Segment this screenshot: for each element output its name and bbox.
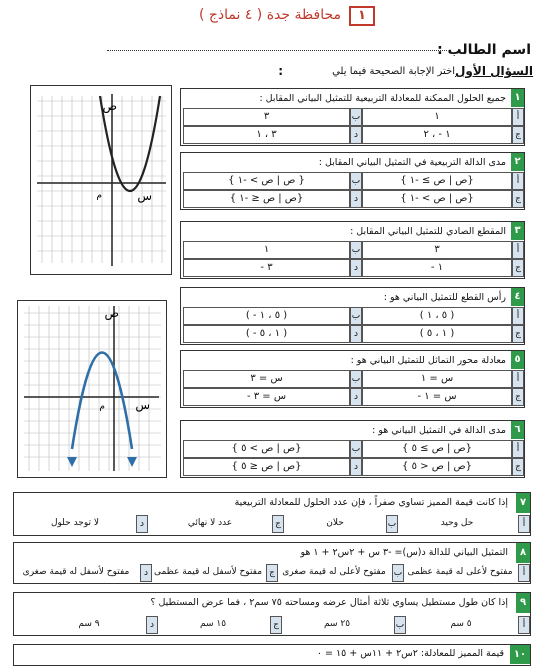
option-c[interactable]: ( ١ ، ٥ ): [362, 325, 512, 343]
option-c[interactable]: {ص | ص < ٥ }: [362, 458, 512, 476]
question-7-text: إذا كانت قيمة المميز تساوي صفراً ، فإن عدد الحلول للمعادلة التربيعية: [234, 497, 508, 508]
question-number: ٢: [511, 153, 524, 171]
q7-option-b[interactable]: حلان: [326, 518, 344, 528]
question-number: ٣: [511, 222, 524, 240]
question-text: مدى الدالة في التمثيل البياني هو :: [372, 425, 506, 436]
option-b[interactable]: س = ٣: [183, 370, 350, 388]
option-letter: د: [350, 126, 362, 144]
option-d[interactable]: ٣ ، ١: [183, 126, 350, 144]
q9-option-letter: د: [146, 616, 158, 634]
option-letter: ج: [512, 259, 524, 277]
option-letter: ب: [350, 370, 362, 388]
question-8-text: التمثيل البياني للدالة د(س)= -٣ س + ٢س٢ + ١ هو: [300, 547, 508, 558]
option-c[interactable]: ١ -: [362, 259, 512, 277]
option-letter: ج: [512, 458, 524, 476]
graph2-y-axis-label: ص: [104, 306, 119, 320]
q8-option-letter: ج: [266, 564, 278, 582]
question-2: [180, 152, 525, 210]
graph1-x-axis-label: س: [137, 189, 152, 203]
graph-upward-parabola: [30, 85, 172, 275]
question-1: [180, 88, 525, 146]
graph2-x-axis-label: س: [135, 398, 150, 412]
downward-parabola-svg: [19, 301, 166, 476]
option-b[interactable]: { ص | ص > -١ }: [183, 172, 350, 190]
option-b[interactable]: ٣: [183, 108, 350, 126]
question-6: [180, 420, 525, 478]
student-name-field[interactable]: [107, 50, 447, 51]
option-a[interactable]: ١: [362, 108, 512, 126]
question-number: ٦: [511, 421, 524, 439]
q8-option-a[interactable]: مفتوح لأعلى له قيمة عظمى: [407, 567, 513, 577]
question-10-number: ١٠: [510, 645, 530, 664]
question-8: [13, 542, 531, 584]
student-name-label: اسم الطالب :: [437, 42, 531, 58]
option-b[interactable]: {ص | ص > ٥ }: [183, 440, 350, 458]
q9-option-c[interactable]: ١٥ سم: [199, 619, 227, 629]
option-a[interactable]: ( ٥ ، ١ ): [362, 307, 512, 325]
question-text: معادلة محور التماثل للتمثيل البياني هو :: [350, 355, 506, 366]
option-letter: ج: [512, 325, 524, 343]
question-8-number: ٨: [516, 543, 530, 563]
option-letter: د: [350, 458, 362, 476]
option-letter: ب: [350, 172, 362, 190]
option-b[interactable]: ( ٥ ، ١ - ): [183, 307, 350, 325]
option-letter: ج: [512, 190, 524, 208]
question-5: [180, 350, 525, 408]
option-letter: د: [350, 325, 362, 343]
option-d[interactable]: {ص | ص ≤ ٥ }: [183, 458, 350, 476]
q9-option-a[interactable]: ٥ سم: [450, 619, 472, 629]
graph1-origin-label: م: [96, 191, 102, 201]
question-10-text: قيمة المميز للمعادلة: ٢س٢ + ١١س + ١٥ = ٠: [316, 648, 504, 659]
question-9: [13, 592, 531, 636]
q7-option-c[interactable]: عدد لا نهائي: [187, 518, 233, 528]
question-number: ٥: [511, 351, 524, 369]
option-letter: د: [350, 259, 362, 277]
section-colon: :: [278, 64, 283, 78]
option-letter: أ: [512, 241, 524, 259]
option-letter: ب: [350, 108, 362, 126]
q7-option-letter: ج: [272, 515, 284, 533]
question-3: [180, 221, 525, 279]
option-d[interactable]: {ص | ص ≤ -١ }: [183, 190, 350, 208]
question-9-text: إذا كان طول مستطيل يساوي ثلاثة أمثال عرضه ومساحته ٧٥ سم٢ ، فما عرض المستطيل ؟: [150, 597, 508, 608]
option-letter: د: [350, 388, 362, 406]
q8-option-c[interactable]: مفتوح لأسفل له قيمة عظمى: [153, 567, 263, 577]
option-letter: ج: [512, 126, 524, 144]
question-4: [180, 287, 525, 345]
question-number: ١: [511, 89, 524, 107]
q7-option-letter: ب: [386, 515, 398, 533]
q8-option-d[interactable]: مفتوح لأسفل له قيمة صغرى: [22, 567, 130, 577]
option-b[interactable]: ١: [183, 241, 350, 259]
option-letter: ب: [350, 440, 362, 458]
option-d[interactable]: ٣ -: [183, 259, 350, 277]
option-letter: ب: [350, 241, 362, 259]
option-letter: د: [350, 190, 362, 208]
option-d[interactable]: ( ١ ، ٥ - ): [183, 325, 350, 343]
option-letter: ج: [512, 388, 524, 406]
model-number-badge: ١: [349, 6, 375, 26]
q9-option-letter: ج: [270, 616, 282, 634]
page-title: محافظة جدة ( ٤ نماذج ): [198, 7, 341, 23]
option-letter: أ: [512, 172, 524, 190]
q8-option-letter: د: [140, 564, 152, 582]
option-letter: ب: [350, 307, 362, 325]
question-number: ٤: [511, 288, 524, 306]
q9-option-b[interactable]: ٢٥ سم: [323, 619, 351, 629]
q9-option-letter: أ: [518, 616, 530, 634]
q7-option-a[interactable]: حل وحيد: [440, 518, 474, 528]
q8-option-b[interactable]: مفتوح لأعلى له قيمة صغرى: [282, 567, 386, 577]
parabola-graph-svg: [32, 86, 171, 273]
question-9-number: ٩: [516, 593, 530, 613]
option-letter: أ: [512, 307, 524, 325]
option-letter: أ: [512, 370, 524, 388]
question-text: جميع الحلول الممكنة للمعادلة التربيعية للتمثيل البياني المقابل :: [259, 93, 506, 104]
option-a[interactable]: ٣: [362, 241, 512, 259]
question-10: [13, 644, 531, 666]
graph-downward-parabola: [17, 300, 167, 478]
option-letter: أ: [512, 108, 524, 126]
section-heading: السؤال الأول: [455, 64, 533, 78]
q7-option-letter: أ: [518, 515, 530, 533]
option-d[interactable]: س = ٣ -: [183, 388, 350, 406]
section-instruction: اختر الإجابة الصحيحة فيما يلي: [332, 66, 455, 77]
q8-option-letter: أ: [518, 564, 530, 582]
question-7: [13, 492, 531, 536]
option-c[interactable]: س = ١ -: [362, 388, 512, 406]
q9-option-letter: ب: [394, 616, 406, 634]
q7-option-letter: د: [136, 515, 148, 533]
graph1-y-axis-label: ص: [102, 99, 117, 113]
option-letter: أ: [512, 440, 524, 458]
question-text: رأس القطع للتمثيل البياني هو :: [383, 292, 506, 303]
q7-option-d[interactable]: لا توجد حلول: [50, 518, 100, 528]
question-text: المقطع الصادي للتمثيل البياني المقابل :: [350, 226, 506, 237]
option-c[interactable]: ١ - ، ٢: [362, 126, 512, 144]
option-a[interactable]: س = ١: [362, 370, 512, 388]
page-header: [185, 6, 375, 28]
q8-option-letter: ب: [392, 564, 404, 582]
option-a[interactable]: {ص | ص ≥ ٥ }: [362, 440, 512, 458]
question-7-number: ٧: [516, 493, 530, 513]
option-a[interactable]: {ص | ص ≥ -١ }: [362, 172, 512, 190]
q9-option-d[interactable]: ٩ سم: [78, 619, 100, 629]
question-text: مدى الدالة التربيعية في التمثيل البياني المقابل :: [318, 157, 506, 168]
graph2-origin-label: م: [99, 402, 105, 412]
option-c[interactable]: {ص | ص > -١ }: [362, 190, 512, 208]
